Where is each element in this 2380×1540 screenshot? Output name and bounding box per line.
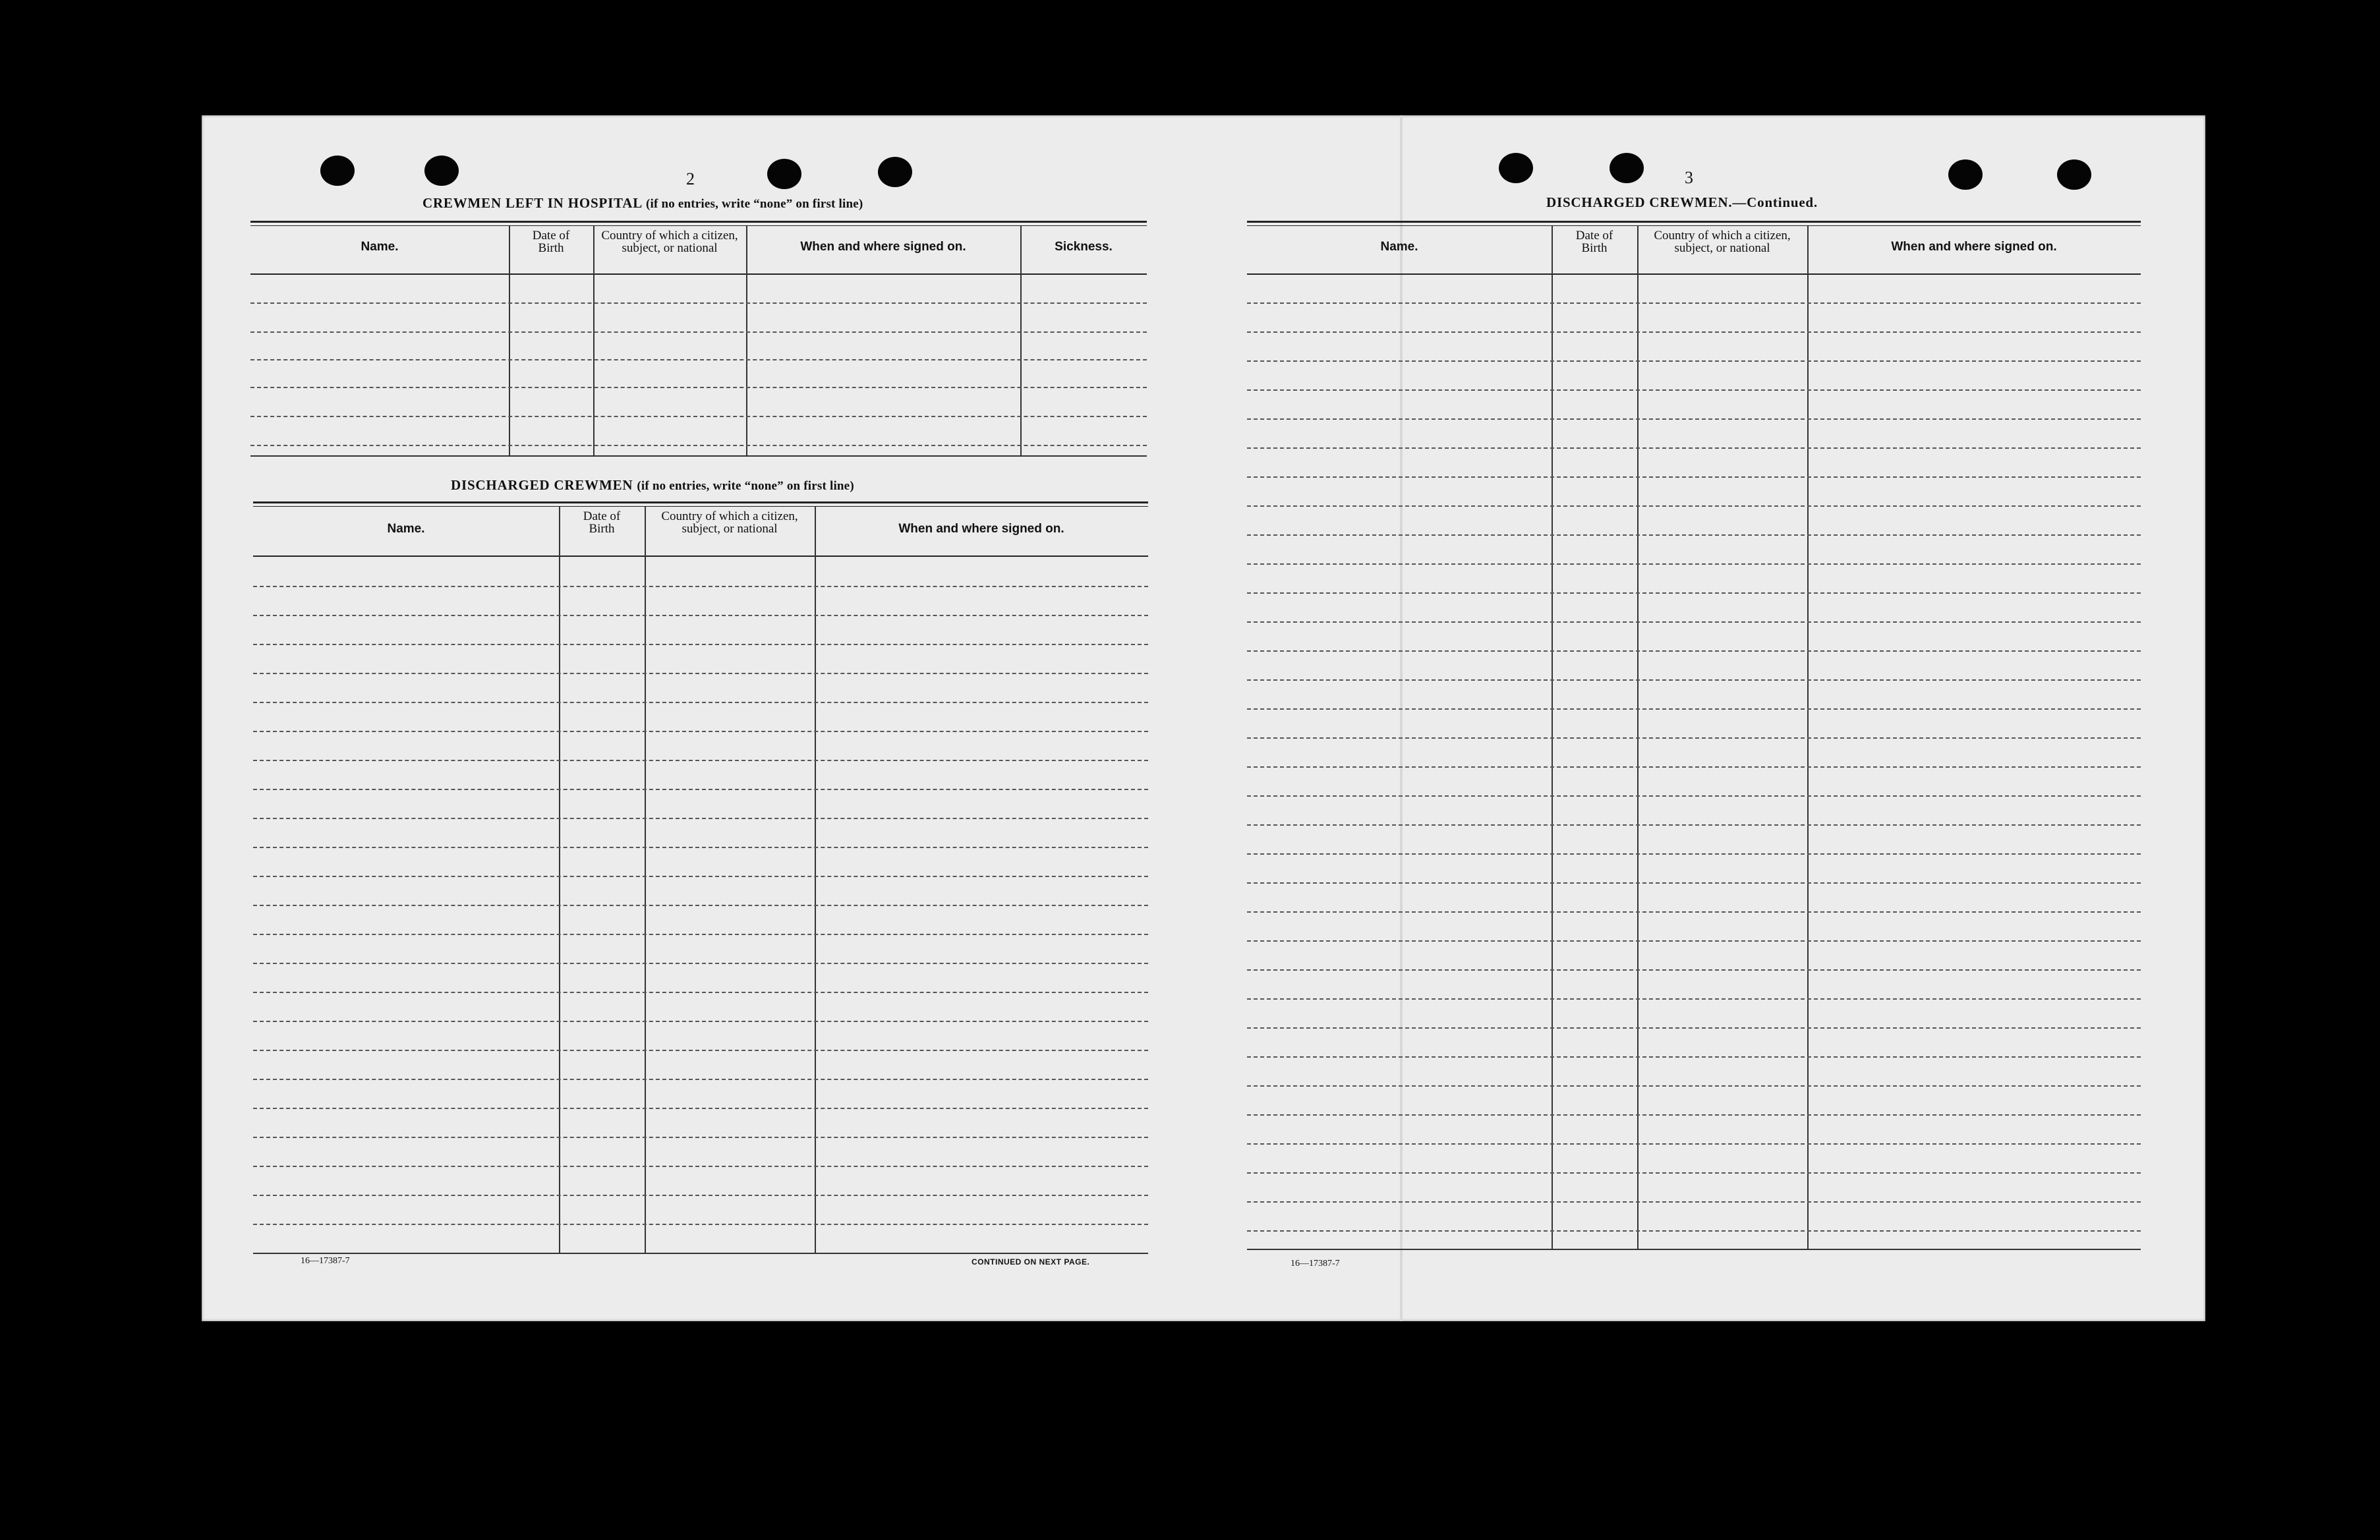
punch-hole: [2057, 159, 2091, 190]
punch-hole: [424, 156, 459, 186]
punch-hole: [320, 156, 355, 186]
hospital-section-title: [422, 195, 863, 212]
col-date-of-birth: Date of Birth: [583, 509, 621, 536]
punch-hole: [767, 159, 801, 189]
discharged-table-left: [253, 501, 1148, 1253]
form-number: 16—17387-7: [301, 1256, 350, 1266]
col-when-where: When and where signed on.: [800, 240, 966, 254]
hospital-instruction: (if no entries, write “none” on first line): [645, 197, 863, 211]
discharged-section-title: [451, 477, 854, 494]
right-section-title: DISCHARGED CREWMEN.—Continued.: [1546, 194, 1818, 210]
punch-hole: [878, 157, 912, 187]
page-number: 2: [686, 169, 695, 188]
page-number: 3: [1685, 168, 1693, 187]
discharged-table-right: [1247, 221, 2141, 1250]
punch-hole: [1948, 159, 1983, 190]
continued-note: CONTINUED ON NEXT PAGE.: [972, 1257, 1090, 1267]
punch-hole: [1499, 153, 1533, 183]
col-date-of-birth: Date of Birth: [1575, 229, 1613, 255]
col-country: Country of which a citizen, subject, or national: [601, 229, 738, 255]
form-number: 16—17387-7: [1291, 1259, 1340, 1269]
col-sickness: Sickness.: [1055, 240, 1113, 254]
col-country: Country of which a citizen, subject, or national: [1654, 229, 1791, 255]
col-name: Name.: [387, 522, 425, 536]
col-country: Country of which a citizen, subject, or national: [661, 509, 798, 536]
punch-hole: [1610, 153, 1644, 183]
col-name: Name.: [361, 240, 399, 254]
col-when-where: When and where signed on.: [1891, 240, 2057, 254]
col-name: Name.: [1380, 240, 1418, 254]
discharged-instruction: (if no entries, write “none” on first line): [637, 479, 854, 493]
hospital-table: [250, 221, 1147, 455]
document-sheet: [202, 115, 2205, 1321]
hospital-title-text: CREWMEN LEFT IN HOSPITAL: [422, 195, 642, 211]
col-date-of-birth: Date of Birth: [532, 229, 570, 255]
col-when-where: When and where signed on.: [898, 522, 1064, 536]
discharged-title-text: DISCHARGED CREWMEN: [451, 477, 633, 493]
